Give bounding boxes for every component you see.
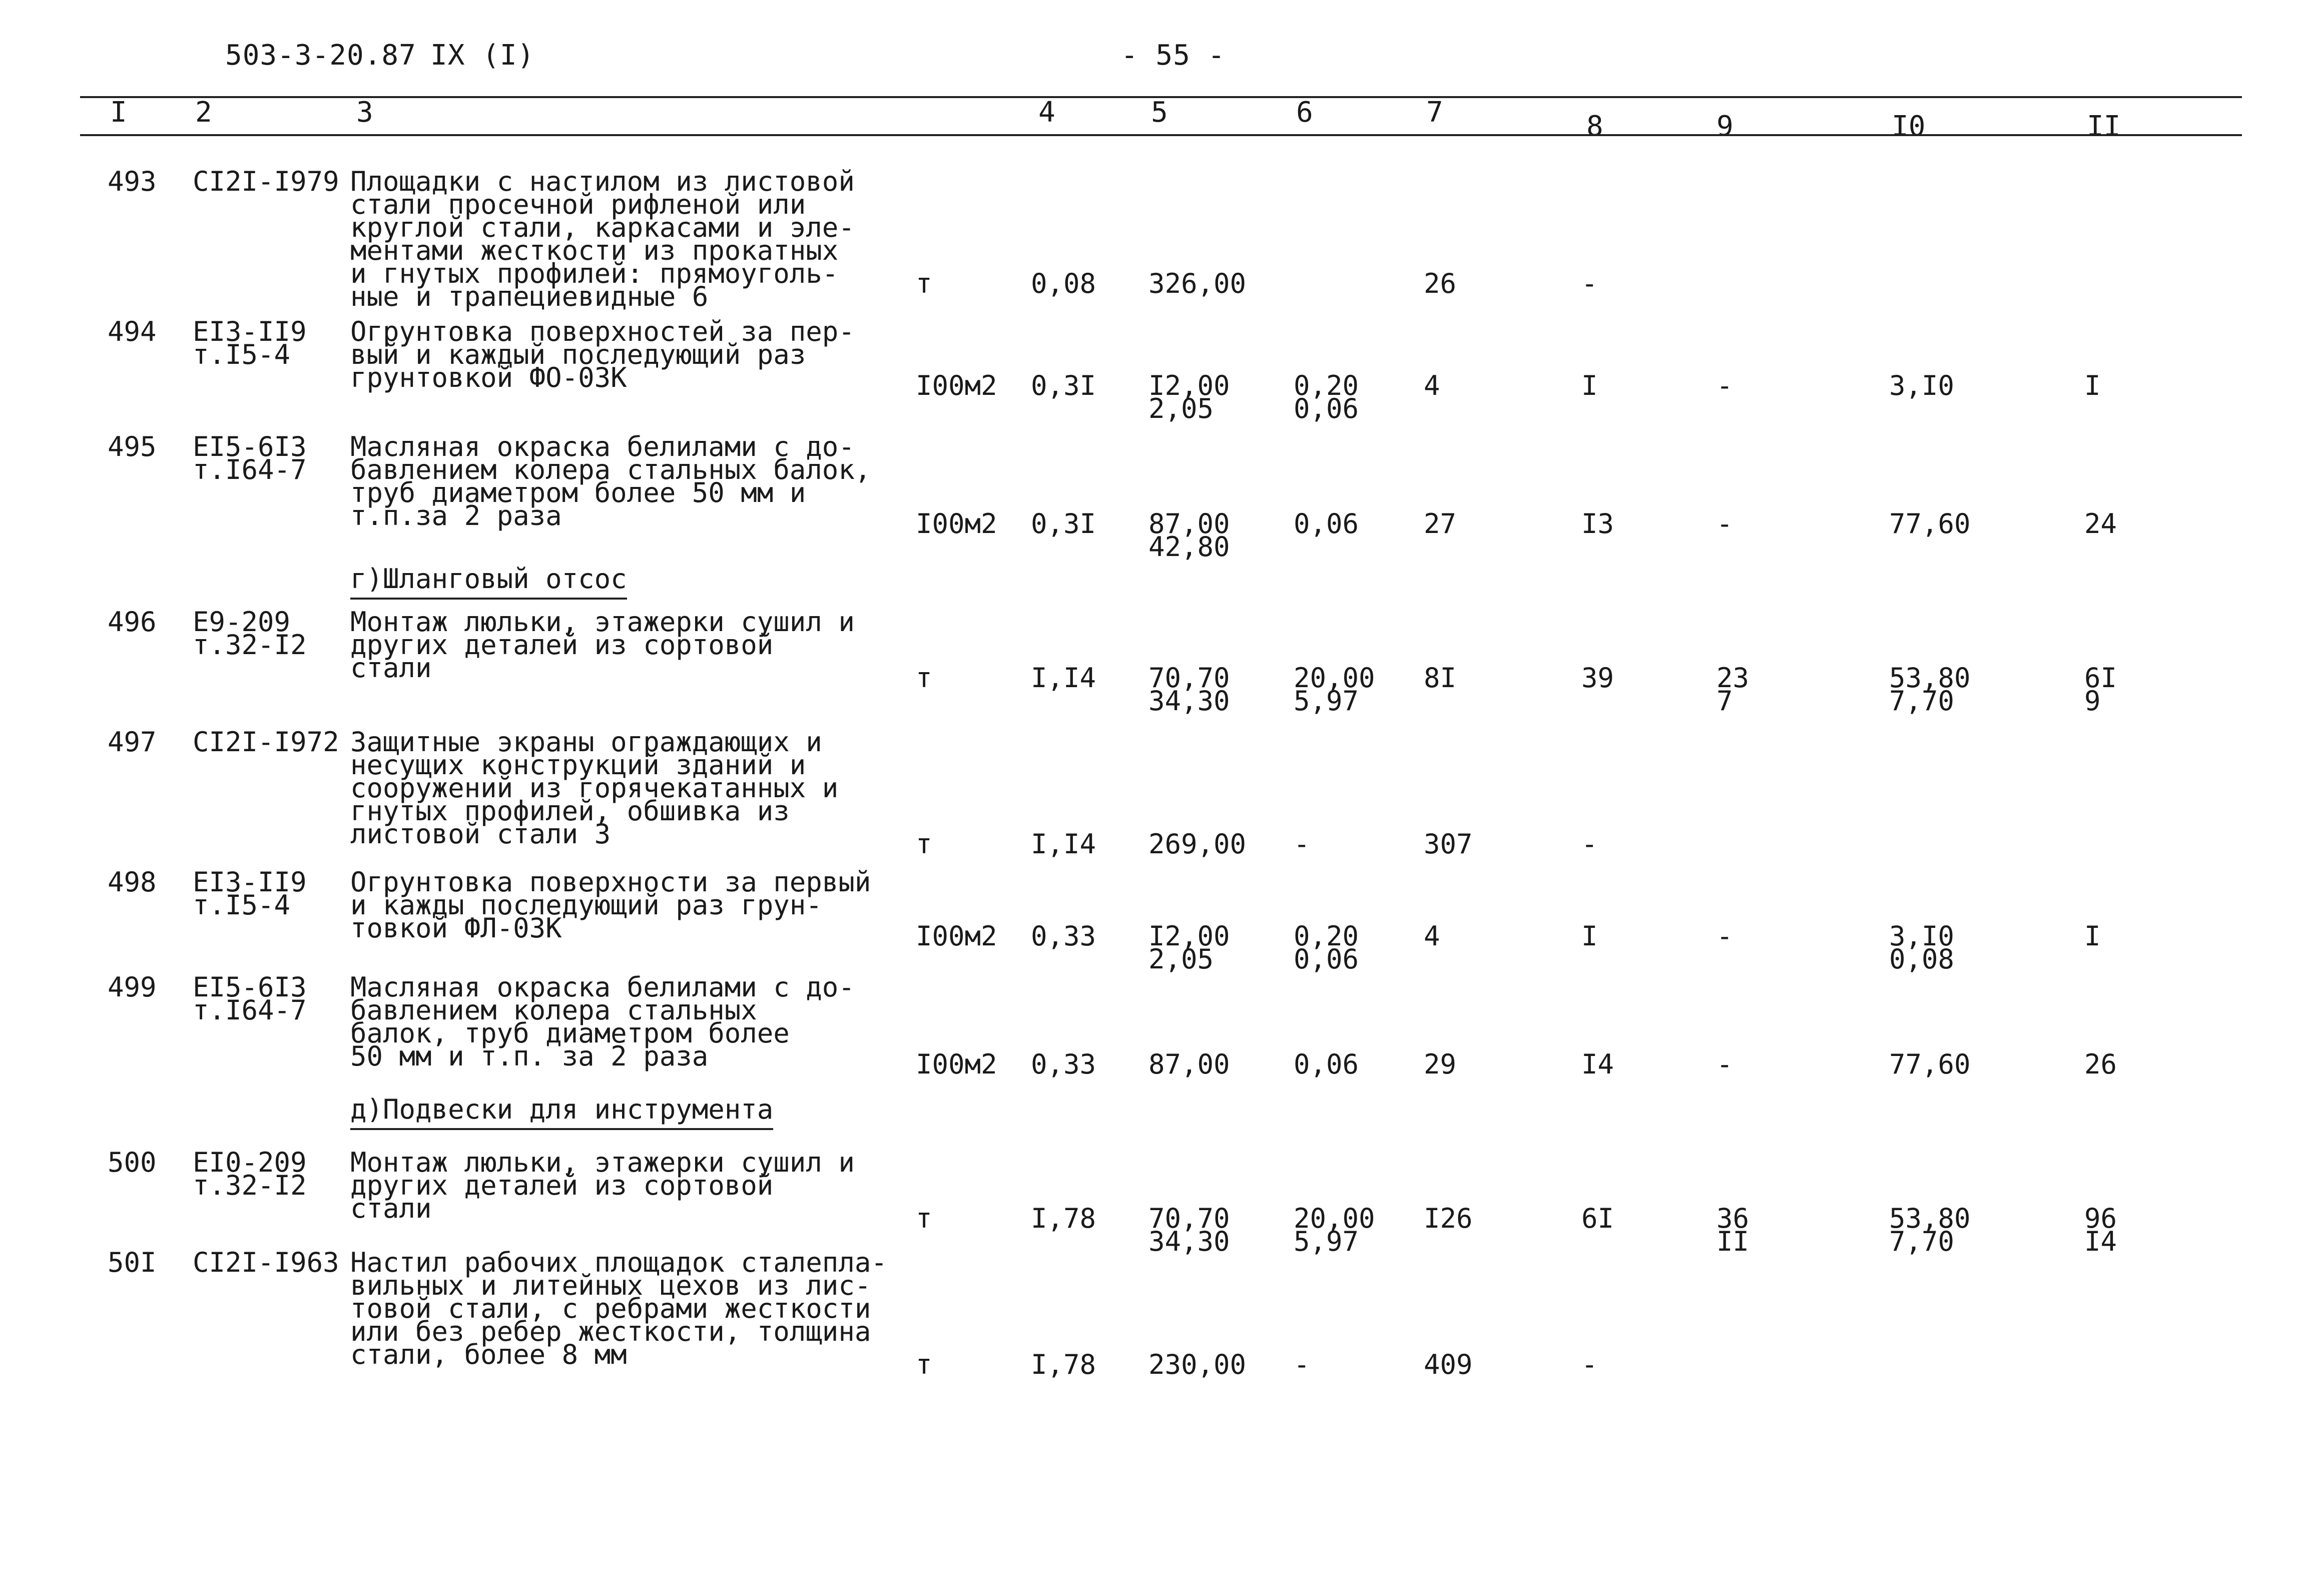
- norm-code: EI5-6I3 т.I64-7: [193, 971, 307, 1026]
- cell-c7: 20,00 5,97: [1294, 1203, 1375, 1257]
- cell-c8: I26: [1424, 1203, 1473, 1234]
- cell-c6: 70,70 34,30: [1148, 1203, 1230, 1257]
- col-header-9: 9: [1716, 110, 1734, 143]
- col-header-1: I: [110, 96, 127, 129]
- cell-c12: I: [2084, 370, 2101, 401]
- norm-code: CI2I-I963: [193, 1247, 339, 1278]
- cell-c5: 0,3I: [1031, 370, 1096, 401]
- cell-c5: 0,33: [1031, 920, 1096, 952]
- norm-code: EI3-II9 т.I5-4: [193, 316, 307, 370]
- cell-c6: 87,00: [1148, 1048, 1230, 1080]
- cell-c4: I00м2: [916, 508, 997, 540]
- cell-c12: 96 I4: [2084, 1203, 2117, 1257]
- cell-c4: т: [916, 268, 932, 299]
- cell-c5: 0,33: [1031, 1048, 1096, 1080]
- cell-c10: 23 7: [1716, 662, 1750, 717]
- row-number: 498: [108, 866, 157, 898]
- cell-c11: 53,80 7,70: [1889, 1203, 1971, 1257]
- cell-c6: 230,00: [1148, 1349, 1247, 1380]
- cell-c12: 26: [2084, 1048, 2117, 1080]
- cell-c4: I00м2: [916, 920, 997, 952]
- cell-c4: т: [916, 1349, 932, 1380]
- cell-c8: 27: [1424, 508, 1457, 540]
- cell-c9: -: [1581, 828, 1598, 860]
- cell-c12: I: [2084, 920, 2101, 952]
- col-header-10: I0: [1892, 110, 1926, 143]
- cell-c8: 409: [1424, 1349, 1473, 1380]
- cell-c7: 0,20 0,06: [1294, 920, 1359, 975]
- cell-c5: I,78: [1031, 1203, 1096, 1234]
- cell-c9: I3: [1581, 508, 1614, 540]
- work-description: Масляная окраска белилами с до- бавлением колера стальных балок, труб диаметром более 50 мм и т.п.за 2 раза: [350, 431, 871, 531]
- col-header-7: 7: [1426, 96, 1443, 129]
- cell-c9: -: [1581, 268, 1598, 299]
- work-description: Огрунтовка поверхности за первый и кажды последующий раз грун- товкой ФЛ-03К: [350, 866, 871, 944]
- cell-c12: 24: [2084, 508, 2117, 540]
- cell-c8: 26: [1424, 268, 1457, 299]
- work-description: Монтаж люльки, этажерки сушил и других деталей из сортовой стали: [350, 1147, 855, 1224]
- norm-code: E9-209 т.32-I2: [193, 606, 307, 661]
- norm-code: EI3-II9 т.I5-4: [193, 866, 307, 921]
- cell-c8: 8I: [1424, 662, 1457, 694]
- section-heading-text: г)Шланговый отсос: [350, 563, 627, 600]
- cell-c5: I,I4: [1031, 828, 1096, 860]
- cell-c4: I00м2: [916, 1048, 997, 1080]
- row-number: 50I: [108, 1247, 157, 1278]
- row-number: 495: [108, 431, 157, 462]
- section-heading-text: д)Подвески для инструмента: [350, 1094, 773, 1130]
- header-bottom-rule: [80, 134, 2242, 136]
- cell-c9: -: [1581, 1349, 1598, 1380]
- cell-c10: -: [1716, 508, 1733, 540]
- page-number: - 55 -: [1121, 39, 1226, 72]
- work-description: Огрунтовка поверхностей за пер- вый и каждый последующий раз грунтовкой ФО-03К: [350, 316, 855, 393]
- cell-c6: 87,00 42,80: [1148, 508, 1230, 563]
- work-description: Монтаж люльки, этажерки сушил и других деталей из сортовой стали: [350, 606, 855, 684]
- cell-c6: I2,00 2,05: [1148, 920, 1230, 975]
- row-number: 497: [108, 726, 157, 758]
- norm-code: CI2I-I972: [193, 726, 339, 758]
- cell-c11: 77,60: [1889, 1048, 1971, 1080]
- cell-c9: I: [1581, 370, 1598, 401]
- cell-c11: 3,I0: [1889, 370, 1955, 401]
- norm-code: CI2I-I979: [193, 166, 339, 197]
- row-number: 493: [108, 166, 157, 197]
- row-number: 499: [108, 971, 157, 1003]
- cell-c10: -: [1716, 920, 1733, 952]
- norm-code: EI5-6I3 т.I64-7: [193, 431, 307, 485]
- cell-c9: 6I: [1581, 1203, 1614, 1234]
- cell-c4: т: [916, 662, 932, 694]
- section-heading: [350, 1094, 773, 1125]
- col-header-8: 8: [1586, 110, 1603, 143]
- work-description: Защитные экраны ограждающих и несущих конструкций зданий и сооружений из горячекатанных и гнутых профилей, обшивка из листовой стали 3: [350, 726, 839, 850]
- cell-c8: 307: [1424, 828, 1473, 860]
- cell-c5: 0,08: [1031, 268, 1096, 299]
- work-description: Настил рабочих площадок сталепла- вильных и литейных цехов из лис- товой стали, с ребрами жесткости или без ребер жесткости, толщина стали, более 8 мм: [350, 1247, 887, 1370]
- cell-c10: 36 II: [1716, 1203, 1750, 1257]
- section-label: IX (I): [430, 39, 535, 72]
- cell-c10: -: [1716, 1048, 1733, 1080]
- col-header-4: 4: [1038, 96, 1055, 129]
- col-header-6: 6: [1296, 96, 1313, 129]
- cell-c4: I00м2: [916, 370, 997, 401]
- cell-c8: 4: [1424, 920, 1440, 952]
- cell-c7: 0,06: [1294, 508, 1359, 540]
- cell-c10: -: [1716, 370, 1733, 401]
- cell-c6: I2,00 2,05: [1148, 370, 1230, 424]
- col-header-2: 2: [195, 96, 212, 129]
- row-number: 496: [108, 606, 157, 638]
- cell-c7: 0,20 0,06: [1294, 370, 1359, 424]
- cell-c6: 269,00: [1148, 828, 1247, 860]
- cell-c4: т: [916, 1203, 932, 1234]
- cell-c9: 39: [1581, 662, 1614, 694]
- cell-c7: -: [1294, 828, 1310, 860]
- cell-c5: I,78: [1031, 1349, 1096, 1380]
- cell-c11: 77,60: [1889, 508, 1971, 540]
- row-number: 500: [108, 1147, 157, 1178]
- cell-c6: 70,70 34,30: [1148, 662, 1230, 717]
- col-header-3: 3: [356, 96, 373, 129]
- col-header-11: II: [2087, 110, 2121, 143]
- section-heading: [350, 563, 627, 595]
- cell-c6: 326,00: [1148, 268, 1247, 299]
- cell-c7: -: [1294, 1349, 1310, 1380]
- cell-c7: 20,00 5,97: [1294, 662, 1375, 717]
- row-number: 494: [108, 316, 157, 347]
- cell-c5: I,I4: [1031, 662, 1096, 694]
- cell-c11: 3,I0 0,08: [1889, 920, 1955, 975]
- cell-c8: 4: [1424, 370, 1440, 401]
- norm-code: EI0-209 т.32-I2: [193, 1147, 307, 1201]
- cell-c7: 0,06: [1294, 1048, 1359, 1080]
- document-code: 503-3-20.87: [225, 39, 416, 72]
- cell-c9: I4: [1581, 1048, 1614, 1080]
- work-description: Масляная окраска белилами с до- бавлением колера стальных балок, труб диаметром более 50 мм и т.п. за 2 раза: [350, 971, 855, 1072]
- cell-c8: 29: [1424, 1048, 1457, 1080]
- work-description: Площадки с настилом из листовой стали просечной рифленой или круглой стали, каркасами и эле- ментами жесткости из прокатных и гнутых профилей: прямоуголь- ные и трапециевидные 6: [350, 166, 855, 312]
- cell-c11: 53,80 7,70: [1889, 662, 1971, 717]
- cell-c9: I: [1581, 920, 1598, 952]
- cell-c5: 0,3I: [1031, 508, 1096, 540]
- cell-c12: 6I 9: [2084, 662, 2117, 717]
- cell-c4: т: [916, 828, 932, 860]
- col-header-5: 5: [1151, 96, 1168, 129]
